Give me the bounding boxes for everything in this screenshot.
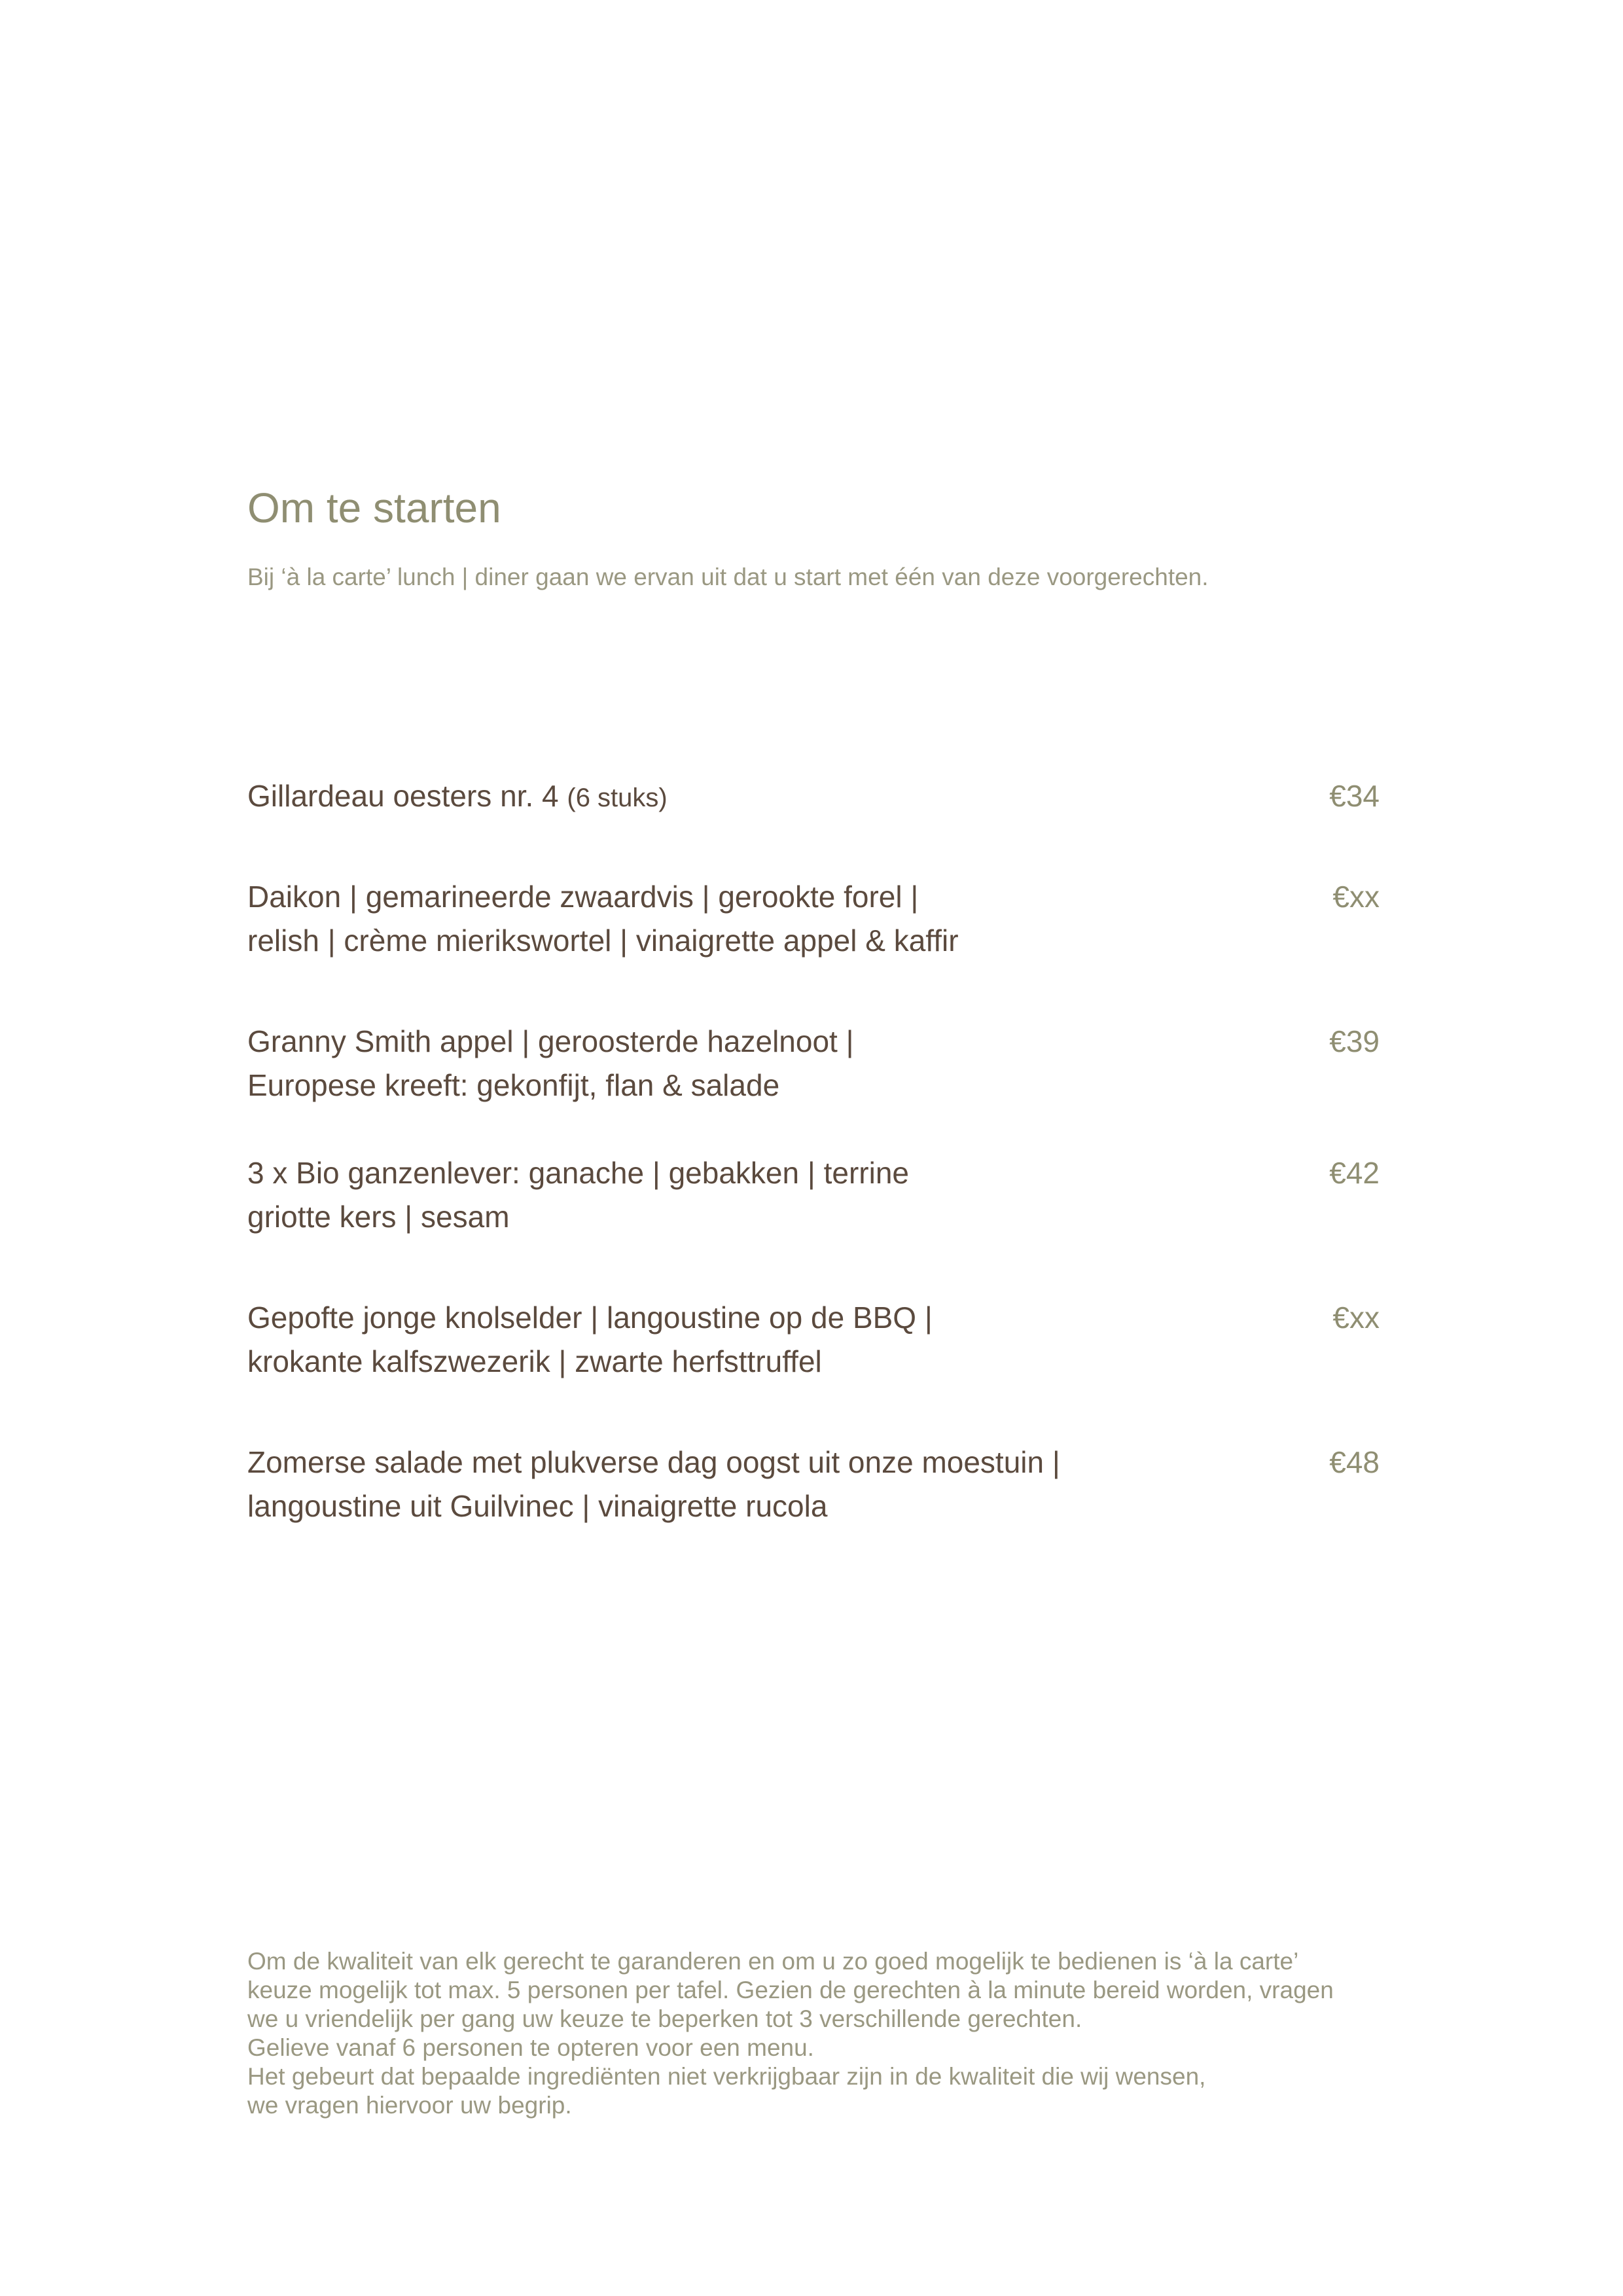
footer-line: Het gebeurt dat bepaalde ingrediënten niet verkrijgbaar zijn in de kwaliteit die wij wensen, (247, 2063, 1206, 2090)
dish-line-1 (247, 774, 1229, 820)
dish-line-1: Daikon | gemarineerde zwaardvis | gerookte forel | (247, 880, 919, 914)
dish-price: €xx (1332, 880, 1380, 914)
dish-line-1: 3 x Bio ganzenlever: ganache | gebakken | terrine (247, 1156, 909, 1190)
section-intro: Bij ‘à la carte’ lunch | diner gaan we ervan uit dat u start met één van deze voorgerechten. (247, 564, 1209, 590)
dish-description (247, 1441, 1229, 1528)
dish-description (247, 875, 1229, 963)
dish-line-2: griotte kers | sesam (247, 1200, 510, 1234)
footer-line: Om de kwaliteit van elk gerecht te garanderen en om u zo goed mogelijk te bedienen is ‘à la carte’ (247, 1948, 1299, 1975)
dish-name: Gillardeau oesters nr. 4 (247, 779, 559, 813)
dish-item (247, 875, 1380, 963)
dish-price: €39 (1329, 1024, 1380, 1058)
section-title: Om te starten (247, 484, 501, 531)
dish-price: €34 (1329, 779, 1380, 813)
dish-line-2: Europese kreeft: gekonfijt, flan & salade (247, 1068, 780, 1102)
dish-description (247, 1151, 1229, 1239)
footer-line: Gelieve vanaf 6 personen te opteren voor een menu. (247, 2034, 814, 2061)
dish-item (247, 1296, 1380, 1384)
dish-item (247, 1441, 1380, 1528)
dish-line-1: Gepofte jonge knolselder | langoustine op de BBQ | (247, 1300, 933, 1335)
footer-line: keuze mogelijk tot max. 5 personen per tafel. Gezien de gerechten à la minute bereid worden, vragen (247, 1977, 1334, 2003)
dish-item (247, 1151, 1380, 1239)
dish-description (247, 774, 1229, 820)
dish-line-2: krokante kalfszwezerik | zwarte herfsttruffel (247, 1344, 822, 1378)
dish-price: €48 (1329, 1445, 1380, 1479)
footer-line: we vragen hiervoor uw begrip. (247, 2092, 572, 2119)
dish-description (247, 1296, 1229, 1384)
footer-note (247, 1947, 1399, 2120)
footer-line: we u vriendelijk per gang uw keuze te beperken tot 3 verschillende gerechten. (247, 2005, 1082, 2032)
dish-price: €42 (1329, 1156, 1380, 1190)
dish-item (247, 1020, 1380, 1107)
dish-line-1: Zomerse salade met plukverse dag oogst uit onze moestuin | (247, 1445, 1060, 1479)
dish-line-1: Granny Smith appel | geroosterde hazelnoot | (247, 1024, 854, 1058)
dish-note: (6 stuks) (567, 783, 668, 812)
dish-item (247, 774, 1380, 820)
dish-line-2: relish | crème mierikswortel | vinaigrette appel & kaffir (247, 924, 959, 958)
dish-description (247, 1020, 1229, 1107)
dish-line-2: langoustine uit Guilvinec | vinaigrette rucola (247, 1489, 828, 1523)
dish-price: €xx (1332, 1300, 1380, 1335)
